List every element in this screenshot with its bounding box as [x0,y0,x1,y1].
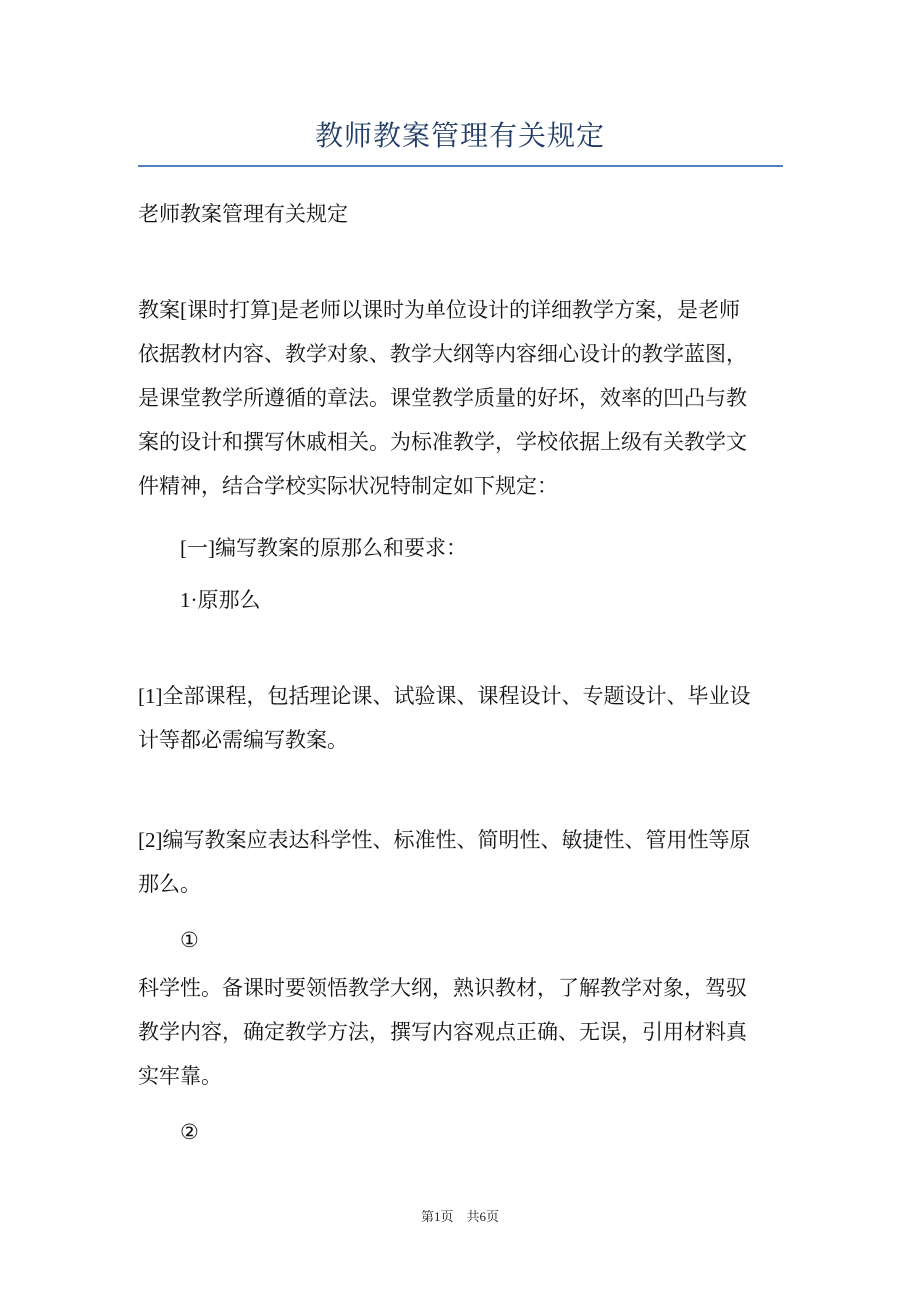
paragraph-line: 依据教材内容、教学对象、教学大纲等内容细心设计的教学蓝图， [138,342,747,366]
paragraph-line: [2]编写教案应表达科学性、标准性、简明性、敏捷性、管用性等原 [138,828,751,852]
paragraph-line: 那么。 [138,872,201,896]
section-heading: [一]编写教案的原那么和要求： [180,536,467,560]
paragraph-line: 教案[课时打算]是老师以课时为单位设计的详细教学方案，是老师 [138,298,740,322]
paragraph-line: [1]全部课程，包括理论课、试验课、课程设计、专题设计、毕业设 [138,684,751,708]
paragraph-line: 教学内容，确定教学方法，撰写内容观点正确、无误，引用材料真 [138,1020,747,1044]
paragraph-line: 实牢靠。 [138,1064,222,1088]
marker-1: ① [180,928,199,952]
marker-2: ② [180,1120,199,1144]
title-divider [138,165,783,167]
paragraph-line: 件精神，结合学校实际状况特制定如下规定： [138,474,558,498]
subsection-heading: 1·原那么 [180,588,261,612]
page-footer: 第1页 共6页 [420,1209,499,1224]
paragraph-line: 是课堂教学所遵循的章法。课堂教学质量的好坏，效率的凹凸与教 [138,386,747,410]
paragraph-line: 案的设计和撰写休戚相关。为标准教学，学校依据上级有关教学文 [138,430,747,454]
paragraph-line: 计等都必需编写教案。 [138,728,348,752]
paragraph-line: 科学性。备课时要领悟教学大纲，熟识教材，了解教学对象，驾驭 [138,976,747,1000]
subtitle: 老师教案管理有关规定 [138,202,348,226]
document-title: 教师教案管理有关规定 [314,121,605,152]
